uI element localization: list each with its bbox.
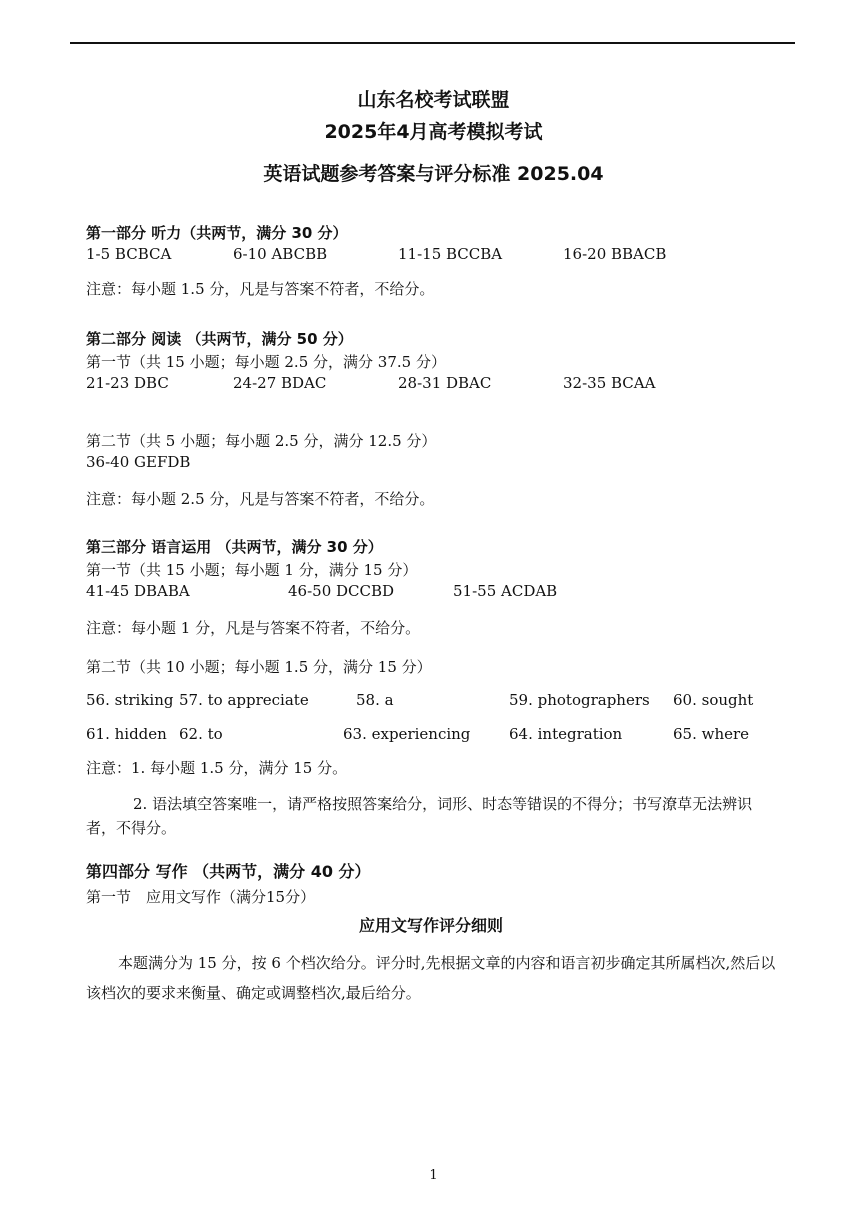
- answer-group: 24-27 BDAC: [233, 374, 327, 392]
- part3-note-1: 注意：1. 每小题 1.5 分，满分 15 分。: [86, 759, 348, 777]
- document-header: [0, 84, 867, 190]
- fill-answer: 59. photographers: [509, 691, 650, 709]
- fill-answer: 60. sought: [673, 691, 754, 709]
- fill-answer: 63. experiencing: [343, 725, 471, 743]
- answer-group: 28-31 DBAC: [398, 374, 492, 392]
- part4-section1-heading: 第一节 应用文写作（满分15分）: [86, 888, 316, 906]
- answer-group: 32-35 BCAA: [563, 374, 656, 392]
- fill-answers-row-1: [86, 689, 776, 711]
- part1-heading: 第一部分 听力（共两节，满分 30 分）: [86, 224, 348, 242]
- part3-section1-note: 注意：每小题 1 分，凡是与答案不符者，不给分。: [86, 619, 421, 637]
- part3-section2-heading: 第二节（共 10 小题；每小题 1.5 分，满分 15 分）: [86, 658, 432, 676]
- fill-answer: 64. integration: [509, 725, 623, 743]
- part2-heading: 第二部分 阅读 （共两节，满分 50 分）: [86, 330, 353, 348]
- exam-organizer-title: 山东名校考试联盟: [357, 89, 510, 111]
- answer-group: 16-20 BBACB: [563, 245, 667, 263]
- answer-key-title: 英语试题参考答案与评分标准 2025.04: [263, 163, 604, 185]
- fill-answer: 62. to: [179, 725, 223, 743]
- part3-section1-answers: [86, 581, 776, 602]
- answer-group: 21-23 DBC: [86, 374, 169, 392]
- part3-heading: 第三部分 语言运用 （共两节，满分 30 分）: [86, 538, 383, 556]
- answer-group: 11-15 BCCBA: [398, 245, 503, 263]
- answer-group: 46-50 DCCBD: [288, 582, 395, 600]
- part2-section1-heading: 第一节（共 15 小题；每小题 2.5 分，满分 37.5 分）: [86, 353, 446, 371]
- fill-answer: 57. to appreciate: [179, 691, 309, 709]
- exam-name-title: 2025年4月高考模拟考试: [324, 121, 543, 143]
- part2-note: 注意：每小题 2.5 分，凡是与答案不符者，不给分。: [86, 490, 435, 508]
- answer-group: 1-5 BCBCA: [86, 245, 172, 263]
- part2-section2-heading: 第二节（共 5 小题；每小题 2.5 分，满分 12.5 分）: [86, 432, 437, 450]
- part3-section1-heading: 第一节（共 15 小题；每小题 1 分，满分 15 分）: [86, 561, 418, 579]
- answer-group: 6-10 ABCBB: [233, 245, 328, 263]
- part2-section1-answers: [86, 373, 776, 394]
- top-rule: [70, 42, 795, 44]
- fill-answers-row-2: [86, 723, 776, 745]
- answer-group: 51-55 ACDAB: [453, 582, 558, 600]
- fill-answer: 65. where: [673, 725, 750, 743]
- part2-section2-answers: 36-40 GEFDB: [86, 453, 191, 471]
- fill-answer: 58. a: [356, 691, 394, 709]
- answer-group: 41-45 DBABA: [86, 582, 190, 600]
- fill-answer: 56. striking: [86, 691, 174, 709]
- fill-answer: 61. hidden: [86, 725, 167, 743]
- writing-rules-text: 本题满分为 15 分，按 6 个档次给分。评分时,先根据文章的内容和语言初步确定其所属档次,然后以该档次的要求来衡量、确定或调整档次,最后给分。: [86, 954, 776, 1002]
- part1-note: 注意：每小题 1.5 分，凡是与答案不符者，不给分。: [86, 280, 435, 298]
- part4-heading: 第四部分 写作 （共两节，满分 40 分）: [86, 862, 371, 881]
- answer-key-body: [86, 222, 776, 1008]
- page-number: 1: [429, 1168, 438, 1183]
- part1-answers: [86, 244, 776, 265]
- writing-rules-title: 应用文写作评分细则: [358, 916, 503, 935]
- part3-note-2: 2. 语法填空答案唯一，请严格按照答案给分，词形、时态等错误的不得分；书写潦草无法辨识者，不得分。: [86, 795, 753, 837]
